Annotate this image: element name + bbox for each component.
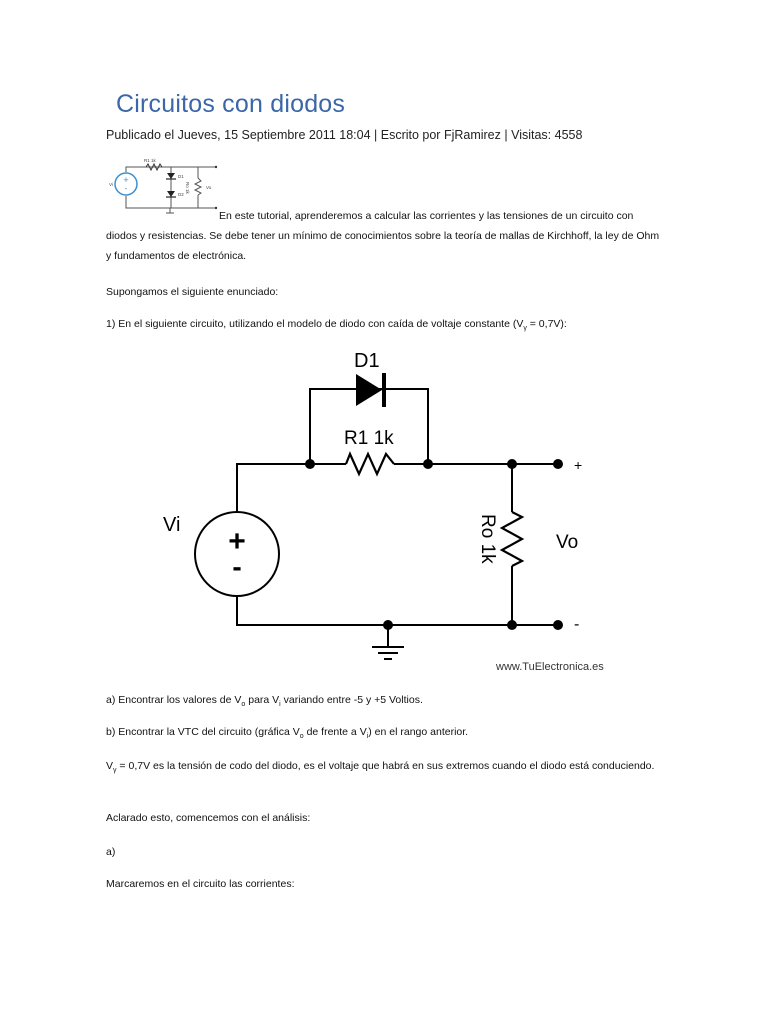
svg-text:+: + xyxy=(123,175,129,185)
label-vi: Vi xyxy=(163,514,181,536)
label-r1: R1 1k xyxy=(344,428,394,449)
thumb-d1-label: D1 xyxy=(178,174,184,179)
thumb-r1-label: R1 1k xyxy=(144,158,156,163)
svg-text:-: - xyxy=(124,184,128,193)
para-task-b: b) Encontrar la VTC del circuito (gráfica $V_o$ de frente a $V_i$) en el rango anterior. xyxy=(106,726,469,741)
para-intro: En este tutorial, aprenderemos a calcular las corrientes y las tensiones de un circuito con diodos y resistencias. Se debe tener un mínimo de conocimientos sobre la teoría de mallas de Kirchhoff, la ley de Ohm y fundamentos de electrónica. xyxy=(106,210,660,262)
output-plus: + xyxy=(574,457,583,473)
watermark: www.TuElectronica.es xyxy=(496,661,604,673)
thumb-vi-label: Vi xyxy=(109,182,113,187)
article-title[interactable]: Circuitos con diodos xyxy=(116,90,346,118)
output-minus: - xyxy=(574,616,580,633)
circuit-diagram xyxy=(150,340,630,682)
source-minus: - xyxy=(232,551,242,582)
label-d1: D1 xyxy=(354,350,380,372)
label-ro: Ro 1k xyxy=(477,514,498,564)
para-clarified: Aclarado esto, comencemos con el análisis: xyxy=(106,812,311,824)
thumb-ro-label: Ro 1k xyxy=(185,182,190,194)
para-task-a: a) Encontrar los valores de $V_o$ para $V_i$ variando entre -5 y +5 Voltios. xyxy=(106,694,423,709)
thumb-d2-label: D2 xyxy=(178,192,184,197)
byline: Publicado el Jueves, 15 Septiembre 2011 18:04 | Escrito por FjRamirez | Visitas: 4558 xyxy=(106,128,583,142)
diode-d1 xyxy=(356,373,384,407)
para-knee-voltage: $V_\gamma = 0,7V$ es la tensión de codo del diodo, es el voltaje que habrá en sus extremos cuando el diodo está conduciendo. xyxy=(106,760,655,775)
para-question-1: 1) En el siguiente circuito, utilizando el modelo de diodo con caída de voltaje constante $(V_\gamma = 0,7V)$: xyxy=(106,318,567,333)
source-plus: + xyxy=(228,525,246,558)
thumb-vo-label: Vo xyxy=(206,185,212,190)
para-a-label: a) xyxy=(106,846,116,858)
para-suppose: Supongamos el siguiente enunciado: xyxy=(106,286,279,298)
para-currents: Marcaremos en el circuito las corrientes: xyxy=(106,878,295,890)
label-vo: Vo xyxy=(556,532,579,553)
